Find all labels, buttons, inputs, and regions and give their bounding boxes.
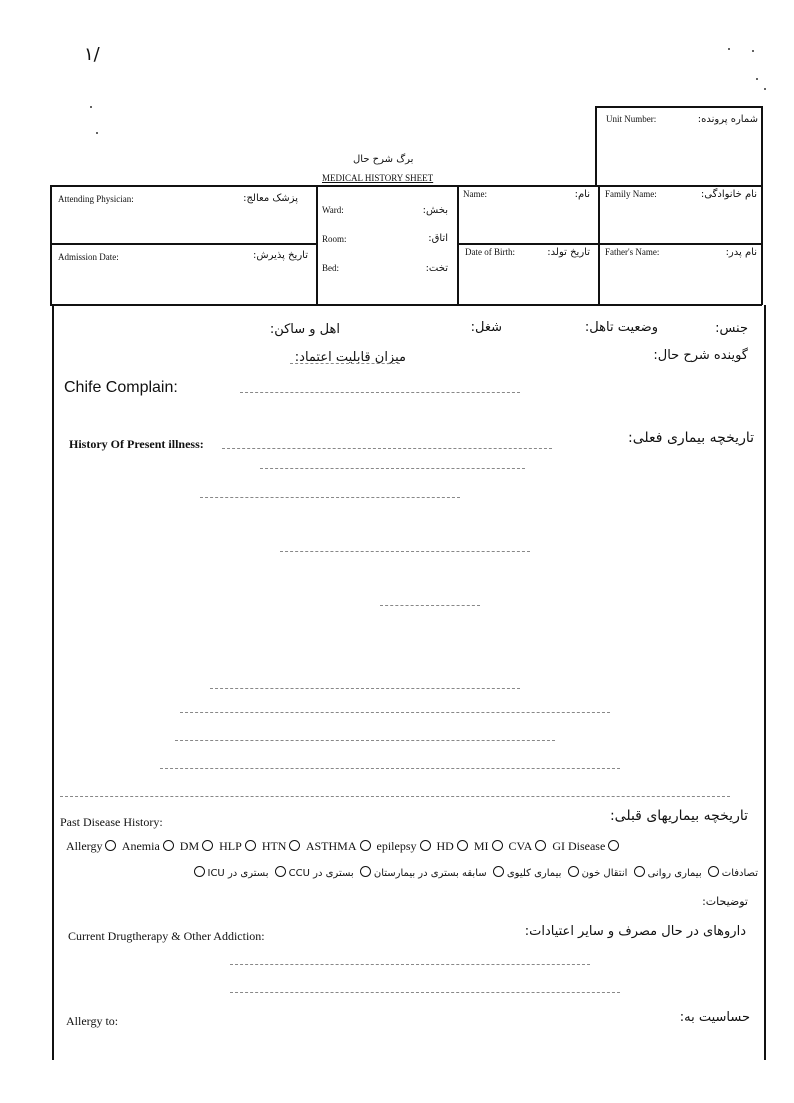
hpi-dots-line [380, 605, 480, 606]
unit-number-label-en: Unit Number: [606, 114, 657, 124]
dob-label-fa: تاریخ تولد: [547, 247, 590, 258]
family-name-label-fa: نام خانوادگی: [700, 189, 757, 200]
informant-label: گوینده شرح حال: [653, 348, 748, 363]
grid-mid-right [457, 243, 762, 245]
body-frame-left [52, 305, 54, 1060]
gender-label: جنس: [715, 321, 748, 336]
checkbox-psychiatric[interactable]: بیماری روانی [631, 868, 702, 879]
drug-therapy-label-fa: داروهای در حال مصرف و سایر اعتیادات: [524, 924, 746, 939]
circle-icon [105, 840, 116, 851]
checkbox-ccu[interactable]: بستری در CCU [272, 868, 354, 879]
father-name-label: Father's Name: [605, 247, 660, 257]
grid-vline-1 [316, 185, 318, 305]
room-label-fa: اتاق: [428, 233, 448, 244]
checkbox-htn[interactable]: HTN [262, 839, 304, 853]
hpi-label: History Of Present illness: [69, 437, 204, 451]
circle-icon [568, 866, 579, 877]
allergy-to-label-fa: حساسیت به: [679, 1010, 750, 1025]
bed-label: Bed: [322, 263, 339, 273]
circle-icon [163, 840, 174, 851]
hpi-dots-line [60, 796, 730, 797]
grid-vline-2 [457, 185, 459, 305]
grid-bottom [50, 304, 762, 306]
admission-date-label-fa: تاریخ پذیرش: [253, 250, 308, 261]
unit-number-label-fa: شماره پرونده: [697, 114, 758, 125]
hpi-dots-line [175, 740, 555, 741]
chief-complaint-label: Chife Complain: [64, 379, 178, 396]
checkbox-mi[interactable]: MI [474, 839, 506, 853]
circle-icon [493, 866, 504, 877]
attending-physician-label-fa: پزشک معالج: [243, 193, 298, 204]
title-en: MEDICAL HISTORY SHEET [322, 173, 434, 183]
checkbox-hospitalization[interactable]: سابقه بستری در بیمارستان [357, 868, 487, 879]
checkbox-allergy[interactable]: Allergy [66, 839, 119, 853]
scan-speck [764, 88, 766, 90]
marital-status-label: وضعیت تاهل: [584, 320, 658, 335]
title-fa: برگ شرح حال [353, 154, 414, 165]
circle-icon [289, 840, 300, 851]
scan-speck [728, 48, 730, 50]
checkbox-asthma[interactable]: ASTHMA [306, 839, 374, 853]
scan-speck [96, 132, 98, 134]
unit-box-left [595, 106, 597, 186]
hpi-dots-line [160, 768, 620, 769]
explanations-label: توضیحات: [702, 895, 748, 908]
circle-icon [245, 840, 256, 851]
father-name-label-fa: نام پدر: [725, 247, 757, 258]
attending-physician-label: Attending Physician: [58, 194, 134, 204]
past-history-checkbox-row-2 [191, 866, 759, 879]
grid-vline-3 [598, 185, 600, 305]
grid-top [50, 185, 762, 187]
scan-speck [90, 106, 92, 108]
hpi-dots-line [260, 468, 525, 469]
checkbox-gi-disease[interactable]: GI Disease [552, 839, 622, 853]
room-label: Room: [322, 234, 347, 244]
family-name-label: Family Name: [605, 189, 657, 199]
grid-vline-left [50, 185, 52, 305]
circle-icon [492, 840, 503, 851]
past-history-checkbox-row-1 [66, 839, 622, 854]
checkbox-cva[interactable]: CVA [509, 839, 550, 853]
past-history-label: Past Disease History: [60, 815, 163, 829]
circle-icon [535, 840, 546, 851]
checkbox-dm[interactable]: DM [180, 839, 216, 853]
checkbox-accidents[interactable]: تصادفات [705, 868, 758, 879]
ward-label-fa: بخش: [422, 205, 448, 216]
circle-icon [202, 840, 213, 851]
checkbox-anemia[interactable]: Anemia [122, 839, 177, 853]
name-label-fa: نام: [574, 189, 590, 200]
hpi-dots-line [200, 497, 460, 498]
chief-complaint-dots [240, 392, 520, 393]
grid-vline-right [761, 185, 763, 305]
scan-speck [756, 78, 758, 80]
hpi-label-fa: تاریخچه بیماری فعلی: [628, 430, 754, 446]
allergy-to-label: Allergy to: [66, 1014, 119, 1028]
checkbox-icu[interactable]: بستری در ICU [191, 868, 269, 879]
circle-icon [708, 866, 719, 877]
checkbox-hlp[interactable]: HLP [219, 839, 259, 853]
job-label: شغل: [470, 320, 502, 335]
ward-label: Ward: [322, 205, 344, 215]
circle-icon [420, 840, 431, 851]
reliability-label: میزان قابلیت اعتماد: [294, 350, 406, 365]
name-label: Name: [463, 189, 487, 199]
informant-dots [290, 363, 400, 364]
checkbox-hd[interactable]: HD [437, 839, 471, 853]
bed-label-fa: تخت: [425, 263, 448, 274]
scan-speck [752, 50, 754, 52]
circle-icon [608, 840, 619, 851]
past-history-label-fa: تاریخچه بیماریهای قبلی: [609, 808, 748, 824]
circle-icon [275, 866, 286, 877]
body-frame-right [764, 305, 766, 1060]
circle-icon [360, 840, 371, 851]
drug-therapy-dots [230, 964, 590, 965]
page-number-mark: ۱/ [84, 44, 100, 65]
hpi-dots-line [210, 688, 520, 689]
circle-icon [194, 866, 205, 877]
checkbox-transfusion[interactable]: انتقال خون [565, 868, 628, 879]
circle-icon [634, 866, 645, 877]
unit-box-top [595, 106, 762, 108]
residence-label: اهل و ساکن: [269, 322, 340, 337]
checkbox-epilepsy[interactable]: epilepsy [377, 839, 434, 853]
checkbox-renal[interactable]: بیماری کلیوی [490, 868, 562, 879]
dob-label: Date of Birth: [465, 247, 515, 257]
hpi-dots-line [222, 448, 552, 449]
circle-icon [360, 866, 371, 877]
drug-therapy-dots [230, 992, 620, 993]
hpi-dots-line [180, 712, 610, 713]
admission-date-label: Admission Date: [58, 252, 119, 262]
grid-mid-left [50, 243, 316, 245]
drug-therapy-label: Current Drugtherapy & Other Addiction: [68, 929, 265, 943]
hpi-dots-line [280, 551, 530, 552]
unit-box-right [761, 106, 763, 186]
circle-icon [457, 840, 468, 851]
